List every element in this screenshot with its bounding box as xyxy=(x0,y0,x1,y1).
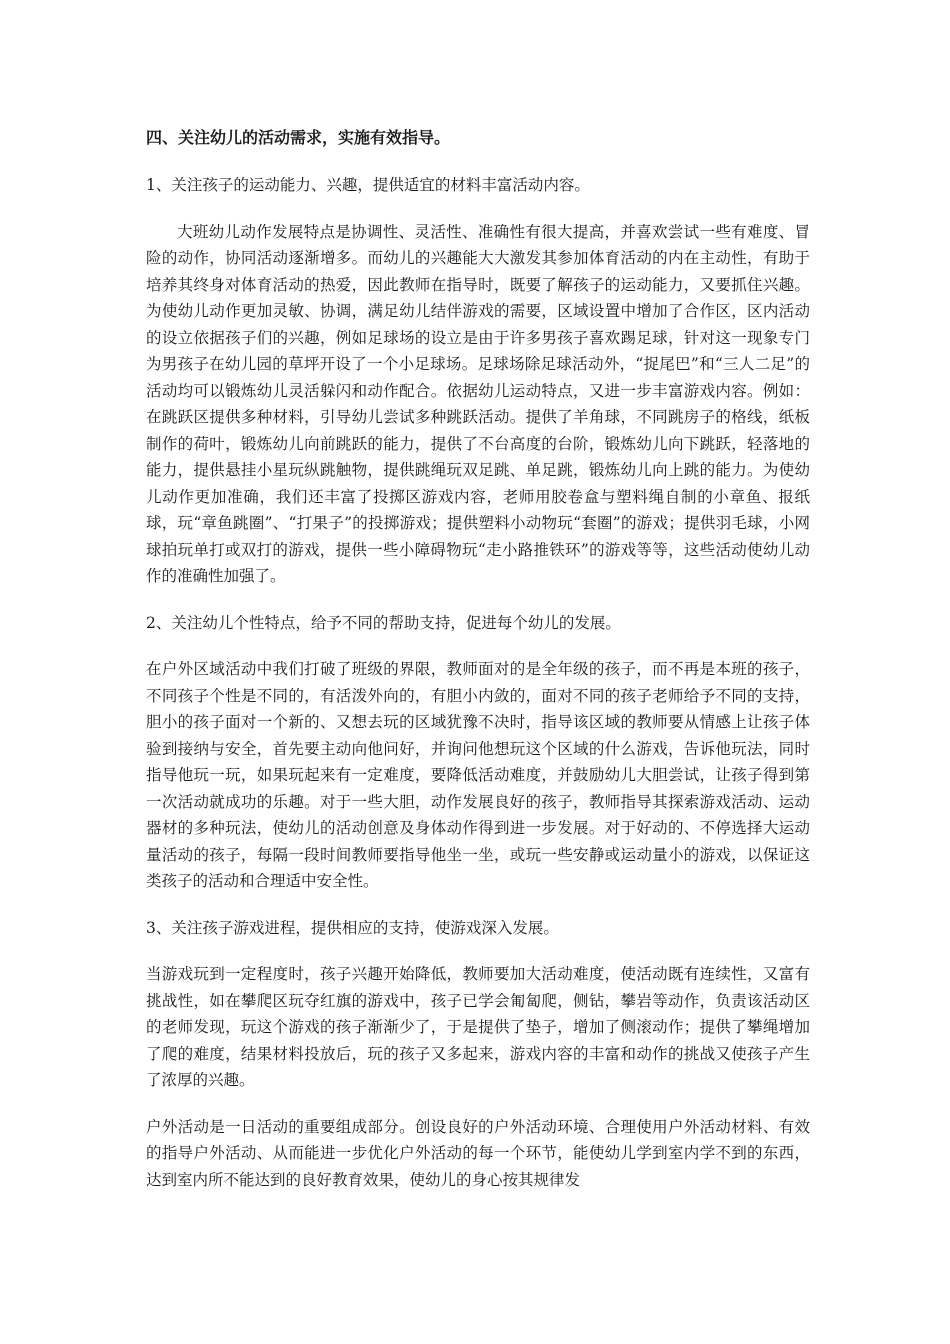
subheading-2: 2、关注幼儿个性特点，给予不同的帮助支持，促进每个幼儿的发展。 xyxy=(146,613,621,632)
closing-paragraph: 户外活动是一日活动的重要组成部分。创设良好的户外活动环境、合理使用户外活动材料、有效的指导户外活动、从而能进一步优化户外活动的每一个环节，能使幼儿学到室内学不到的东西，达到室内所不能达到的良好教育效果，使幼儿的身心按其规律发 xyxy=(146,1117,810,1189)
subheading-3: 3、关注孩子游戏进程，提供相应的支持，使游戏深入发展。 xyxy=(146,918,559,937)
document-page xyxy=(146,124,810,1213)
subheading-1: 1、关注孩子的运动能力、兴趣，提供适宜的材料丰富活动内容。 xyxy=(146,176,590,194)
section-heading: 四、关注幼儿的活动需求，实施有效指导。 xyxy=(146,128,451,147)
paragraph-2: 在户外区域活动中我们打破了班级的界限，教师面对的是全年级的孩子，而不再是本班的孩子，不同孩子个性是不同的，有活泼外向的，有胆小内敛的，面对不同的孩子老师给予不同的支持，胆小的孩子面对一个新的、又想去玩的区域犹豫不决时，指导该区域的教师要从情感上让孩子体验到接纳与安全，首先要主动向他问好，并询问他想玩这个区域的什么游戏，告诉他玩法，同时指导他玩一玩，如果玩起来有一定难度，要降低活动难度，并鼓励幼儿大胆尝试，让孩子得到第一次活动就成功的乐趣。对于一些大胆，动作发展良好的孩子，教师指导其探索游戏活动、运动器材的多种玩法，使幼儿的活动创意及身体动作得到进一步发展。对于好动的、不停选择大运动量活动的孩子，每隔一段时间教师要指导他坐一坐，或玩一些安静或运动量小的游戏，以保证这类孩子的活动和合理适中安全性。 xyxy=(146,660,810,890)
paragraph-1: 大班幼儿动作发展特点是协调性、灵活性、准确性有很大提高，并喜欢尝试一些有难度、冒险的动作，协同活动逐渐增多。而幼儿的兴趣能大大激发其参加体育活动的内在主动性，有助于培养其终身对体育活动的热爱，因此教师在指导时，既要了解孩子的运动能力，又要抓住兴趣。为使幼儿动作更加灵敏、协调，满足幼儿结伴游戏的需要，区域设置中增加了合作区，区内活动的设立依据孩子们的兴趣，例如足球场的设立是由于许多男孩子喜欢踢足球，针对这一现象专门为男孩子在幼儿园的草坪开设了一个小足球场。足球场除足球活动外，“捉尾巴”和“三人二足”的活动均可以锻炼幼儿灵活躲闪和动作配合。依据幼儿运动特点，又进一步丰富游戏内容。例如：在跳跃区提供多种材料，引导幼儿尝试多种跳跃活动。提供了羊角球，不同跳房子的格线，纸板制作的荷叶，锻炼幼儿向前跳跃的能力，提供了不台高度的台阶，锻炼幼儿向下跳跃，轻落地的能力，提供悬挂小星玩纵跳触物，提供跳绳玩双足跳、单足跳，锻炼幼儿向上跳的能力。为使幼儿动作更加准确，我们还丰富了投掷区游戏内容，老师用胶卷盒与塑料绳自制的小章鱼、报纸球，玩“章鱼跳圈”、“打果子”的投掷游戏；提供塑料小动物玩“套圈”的游戏；提供羽毛球，小网球拍玩单打或双打的游戏，提供一些小障碍物玩“走小路推铁环”的游戏等等，这些活动使幼儿动作的准确性加强了。 xyxy=(146,222,810,585)
paragraph-3: 当游戏玩到一定程度时，孩子兴趣开始降低，教师要加大活动难度，使活动既有连续性，又富有挑战性，如在攀爬区玩夺红旗的游戏中，孩子已学会匍匐爬，侧钻，攀岩等动作，负责该活动区的老师发现，玩这个游戏的孩子渐渐少了，于是提供了垫子，增加了侧滚动作；提供了攀绳增加了爬的难度，结果材料投放后，玩的孩子又多起来，游戏内容的丰富和动作的挑战又使孩子产生了浓厚的兴趣。 xyxy=(146,965,810,1089)
